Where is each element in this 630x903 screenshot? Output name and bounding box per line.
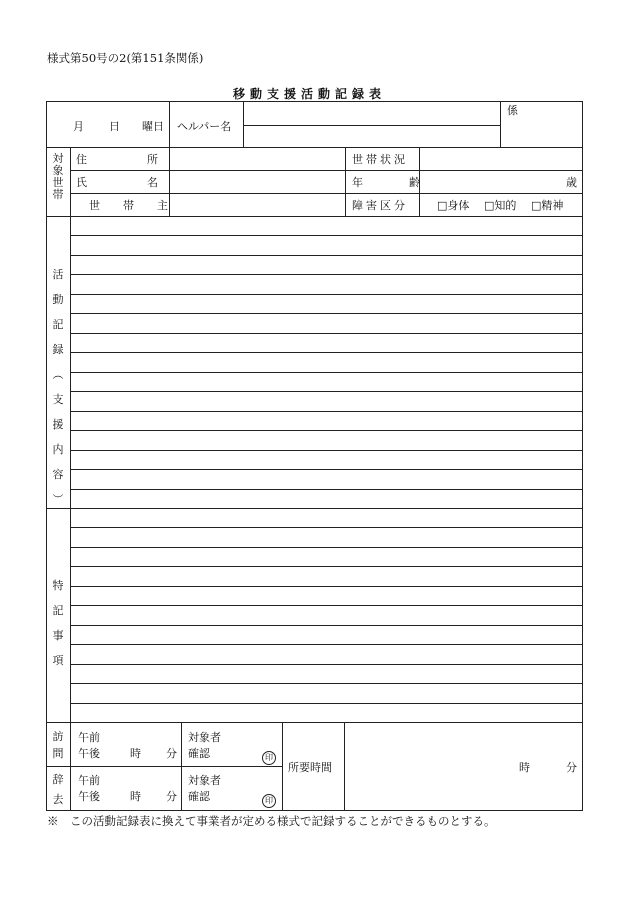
disability-intellectual-checkbox[interactable]: □知的: [484, 199, 517, 212]
page-title: 移動支援活動記録表: [233, 87, 387, 101]
staff-label: 係: [507, 104, 518, 117]
duration-hour-unit: 時: [519, 761, 530, 774]
weekday-label: 曜日: [142, 120, 164, 133]
activity-record-field[interactable]: [72, 218, 581, 507]
visit-hour-field[interactable]: [104, 745, 128, 760]
leave-confirm-label-1: 対象者: [188, 774, 221, 787]
leave-minute-field[interactable]: [144, 788, 162, 803]
visit-am-option[interactable]: 午前: [78, 731, 100, 744]
householder-field[interactable]: [172, 195, 343, 215]
visit-hour-unit: 時: [130, 747, 141, 760]
duration-hour-field[interactable]: [470, 758, 515, 776]
footnote: ※ この活動記録表に換えて事業者が定める様式で記録することができるものとする。: [47, 814, 496, 828]
address-field[interactable]: [172, 149, 343, 169]
duration-label: 所要時間: [288, 761, 332, 774]
duration-minute-field[interactable]: [536, 758, 562, 776]
special-notes-field[interactable]: [72, 510, 581, 721]
name-label: 氏名: [76, 176, 218, 189]
name-field[interactable]: [172, 172, 343, 192]
householder-label: 世帯主: [89, 199, 191, 212]
visit-pm-option[interactable]: 午後: [78, 747, 100, 760]
day-label: 日: [109, 120, 120, 133]
visit-minute-unit: 分: [166, 747, 177, 760]
form-number: 様式第50号の2(第151条関係): [47, 51, 204, 65]
visit-label: 訪 問: [52, 730, 64, 760]
leave-label: 辞 去: [52, 773, 64, 806]
age-label: 年齢: [352, 176, 466, 189]
age-unit: 歳: [566, 176, 577, 189]
address-label: 住所: [76, 153, 218, 166]
leave-hour-unit: 時: [130, 790, 141, 803]
duration-minute-unit: 分: [566, 761, 577, 774]
age-field[interactable]: [422, 172, 562, 192]
household-status-field[interactable]: [422, 149, 581, 169]
leave-hour-field[interactable]: [104, 788, 128, 803]
subject-household-label: 対 象 世 帯: [52, 152, 64, 201]
helper-name-field[interactable]: [246, 103, 498, 145]
leave-pm-option[interactable]: 午後: [78, 790, 100, 803]
month-label: 月: [73, 120, 84, 133]
leave-seal-mark[interactable]: 印: [262, 788, 276, 808]
household-status-label: 世帯状況: [352, 153, 408, 166]
helper-name-label: ヘルパー名: [177, 120, 232, 133]
disability-mental-checkbox[interactable]: □精神: [531, 199, 564, 212]
leave-confirm-label-2: 確認: [188, 790, 210, 803]
special-notes-label: 特 記 事 項: [52, 579, 64, 667]
visit-minute-field[interactable]: [144, 745, 162, 760]
visit-confirm-label-1: 対象者: [188, 731, 221, 744]
leave-am-option[interactable]: 午前: [78, 774, 100, 787]
visit-confirm-label-2: 確認: [188, 747, 210, 760]
disability-label: 障害区分: [352, 199, 408, 212]
disability-physical-checkbox[interactable]: □身体: [437, 199, 470, 212]
staff-field[interactable]: [503, 118, 581, 145]
visit-seal-mark[interactable]: 印: [262, 745, 276, 765]
activity-record-label: 活 動 記 録 ︵ 支 援 内 容 ︶: [52, 268, 64, 506]
leave-minute-unit: 分: [166, 790, 177, 803]
